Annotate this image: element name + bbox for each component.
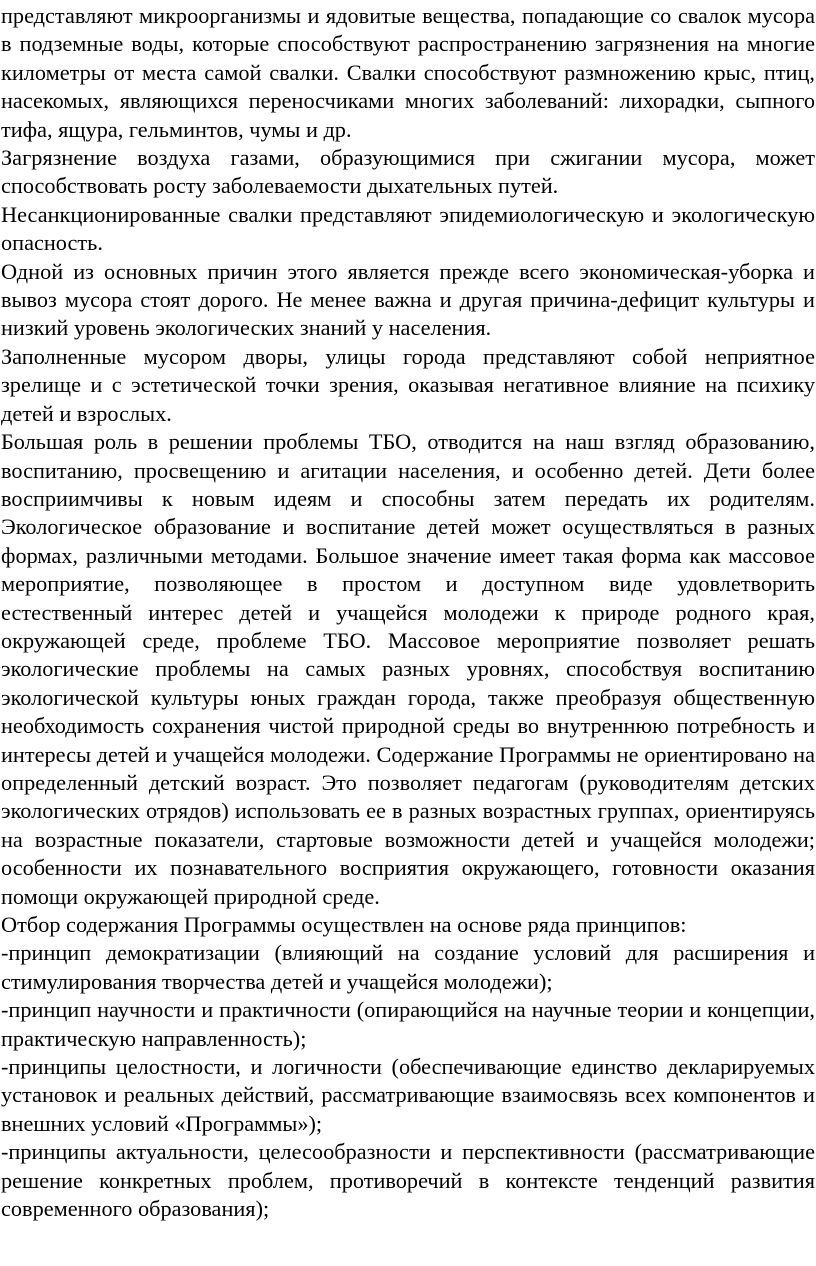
list-item-relevance-expediency: -принципы актуальности, целесообразности и перспективности (рассматривающие решение конкретных проблем, противоречий в контексте тенденций развития современного образования); — [1, 1139, 815, 1222]
paragraph-landfill-hazards: представляют микроорганизмы и ядовитые вещества, попадающие со свалок мусора в подземные воды, которые способствуют распространению загрязнения на многие километры от места самой свалки. Свалки способствуют размножению крыс, птиц, насекомых, являющихся переносчиками многих заболеваний: лихорадки, сыпного тифа, ящура, гельминтов, чумы и др. — [1, 3, 815, 142]
list-item-democratization: -принцип демократизации (влияющий на создание условий для расширения и стимулирования творчества детей и учащейся молодежи); — [1, 940, 815, 994]
list-item-integrity-logic: -принципы целостности, и логичности (обеспечивающие единство декларируемых установок и реальных действий, рассматривающие взаимосвязь всех компонентов и внешних условий «Программы»); — [1, 1054, 815, 1136]
list-item-scientific-practical: -принцип научности и практичности (опирающийся на научные теории и концепции, практическую направленность); — [1, 997, 815, 1051]
paragraph-air-pollution: Загрязнение воздуха газами, образующимися при сжигании мусора, может способствовать росту заболеваемости дыхательных путей. — [1, 145, 815, 199]
paragraph-unauthorized-dumps: Несанкционированные свалки представляют эпидемиологическую и экологическую опасность. — [1, 201, 815, 256]
paragraph-education-role: Большая роль в решении проблемы ТБО, отводится на наш взгляд образованию, воспитанию, просвещению и агитации населения, и особенно детей. Дети более восприимчивы к новым идеям и способны затем передать их родителям. Экологическое образование и воспитание детей может осуществляться в разных формах, различными методами. Большое значение имеет такая форма как массовое мероприятие, позволяющее в простом и доступном виде удовлетворить естественный интерес детей и учащейся молодежи к природе родного края, окружающей среде, проблеме ТБО. Массовое мероприятие позволяет решать экологические проблемы на самых разных уровнях, способствуя воспитанию экологической культуры юных граждан города, также преобразуя общественную необходимость сохранения чистой природной среды во внутреннюю потребность и интересы детей и учащейся молодежи. Содержание Программы не ориентировано на определенный детский возраст. Это позволяет педагогам (руководителям детских экологических отрядов) использовать ее в разных возрастных группах, ориентируясь на возрастные показатели, стартовые возможности детей и учащейся молодежи; особенности их познавательного восприятия окружающего, готовности оказания помощи окружающей природной среде. — [1, 429, 815, 909]
paragraph-main-causes: Одной из основных причин этого является прежде всего экономическая-уборка и вывоз мусора стоят дорого. Не менее важна и другая причина-дефицит культуры и низкий уровень экологических знаний у населения. — [1, 258, 815, 341]
paragraph-principles-intro: Отбор содержания Программы осуществлен на основе ряда принципов: — [1, 912, 687, 937]
paragraph-aesthetic-impact: Заполненные мусором дворы, улицы города представляют собой неприятное зрелище и с эстетической точки зрения, оказывая негативное влияние на психику детей и взрослых. — [1, 343, 815, 426]
